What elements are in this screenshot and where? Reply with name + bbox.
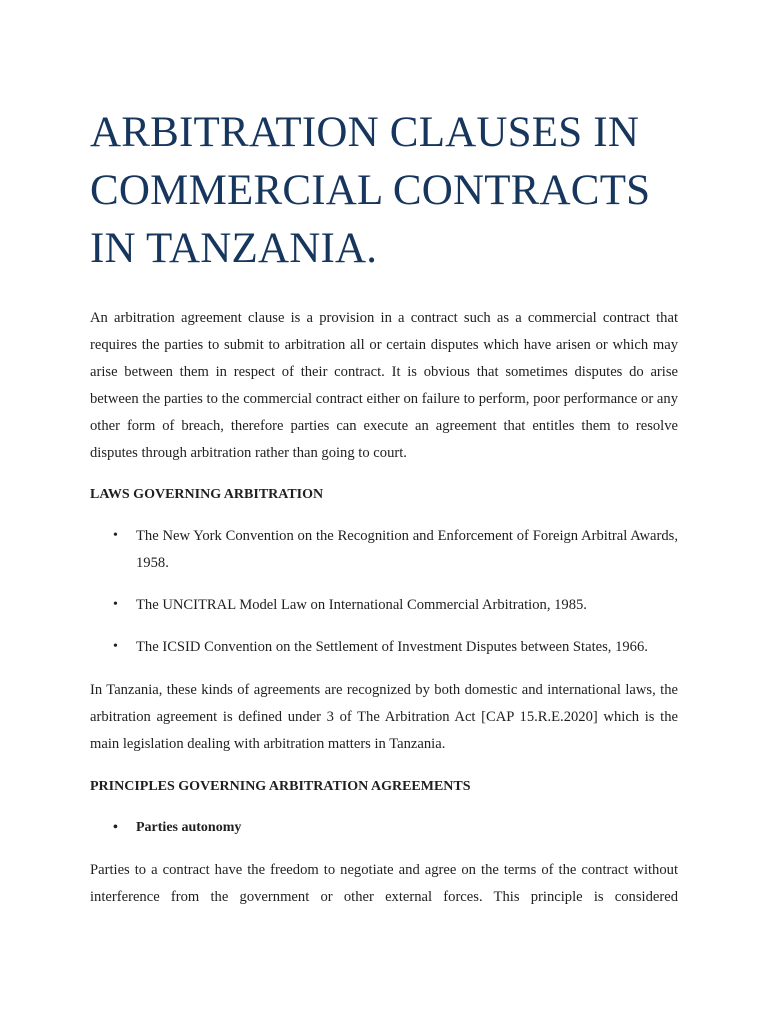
tanzania-paragraph: In Tanzania, these kinds of agreements are recognized by both domestic and international laws, the arbitration agreement is defined under 3 of The Arbitration Act [CAP 15.R.E.2020] which is the main legislation dealing with arbitration matters in Tanzania. — [90, 682, 678, 752]
autonomy-paragraph: Parties to a contract have the freedom to negotiate and agree on the terms of the contract without interference from the government or other external forces. This principle is considered — [90, 862, 678, 905]
bullet-icon: • — [113, 820, 118, 835]
bullet-icon: • — [113, 639, 118, 654]
principles-heading: PRINCIPLES GOVERNING ARBITRATION AGREEMENTS — [90, 779, 471, 794]
law-item-2 — [113, 592, 678, 619]
intro-paragraph: An arbitration agreement clause is a provision in a contract such as a commercial contract that requires the parties to submit to arbitration all or certain disputes which have arisen or which may arise between them in respect of their contract. It is obvious that sometimes disputes do arise between the parties to the commercial contract either on failure to perform, poor performance or any other form of breach, therefore parties can execute an agreement that entitles them to resolve disputes through arbitration rather than going to court. — [90, 310, 678, 461]
document-title: ARBITRATION CLAUSES IN COMMERCIAL CONTRACTS IN TANZANIA. — [90, 109, 651, 272]
law-item-1 — [113, 523, 678, 577]
law-item-text: The New York Convention on the Recognition and Enforcement of Foreign Arbitral Awards, 1958. — [136, 528, 678, 571]
law-item-text: The UNCITRAL Model Law on International Commercial Arbitration, 1985. — [136, 597, 587, 613]
bullet-icon: • — [113, 597, 118, 612]
principle-item-text: Parties autonomy — [136, 820, 242, 835]
laws-heading: LAWS GOVERNING ARBITRATION — [90, 487, 324, 502]
law-item-3 — [113, 634, 678, 661]
bullet-icon: • — [113, 528, 118, 543]
law-item-text: The ICSID Convention on the Settlement of Investment Disputes between States, 1966. — [136, 639, 648, 655]
principle-item-1 — [113, 815, 678, 842]
